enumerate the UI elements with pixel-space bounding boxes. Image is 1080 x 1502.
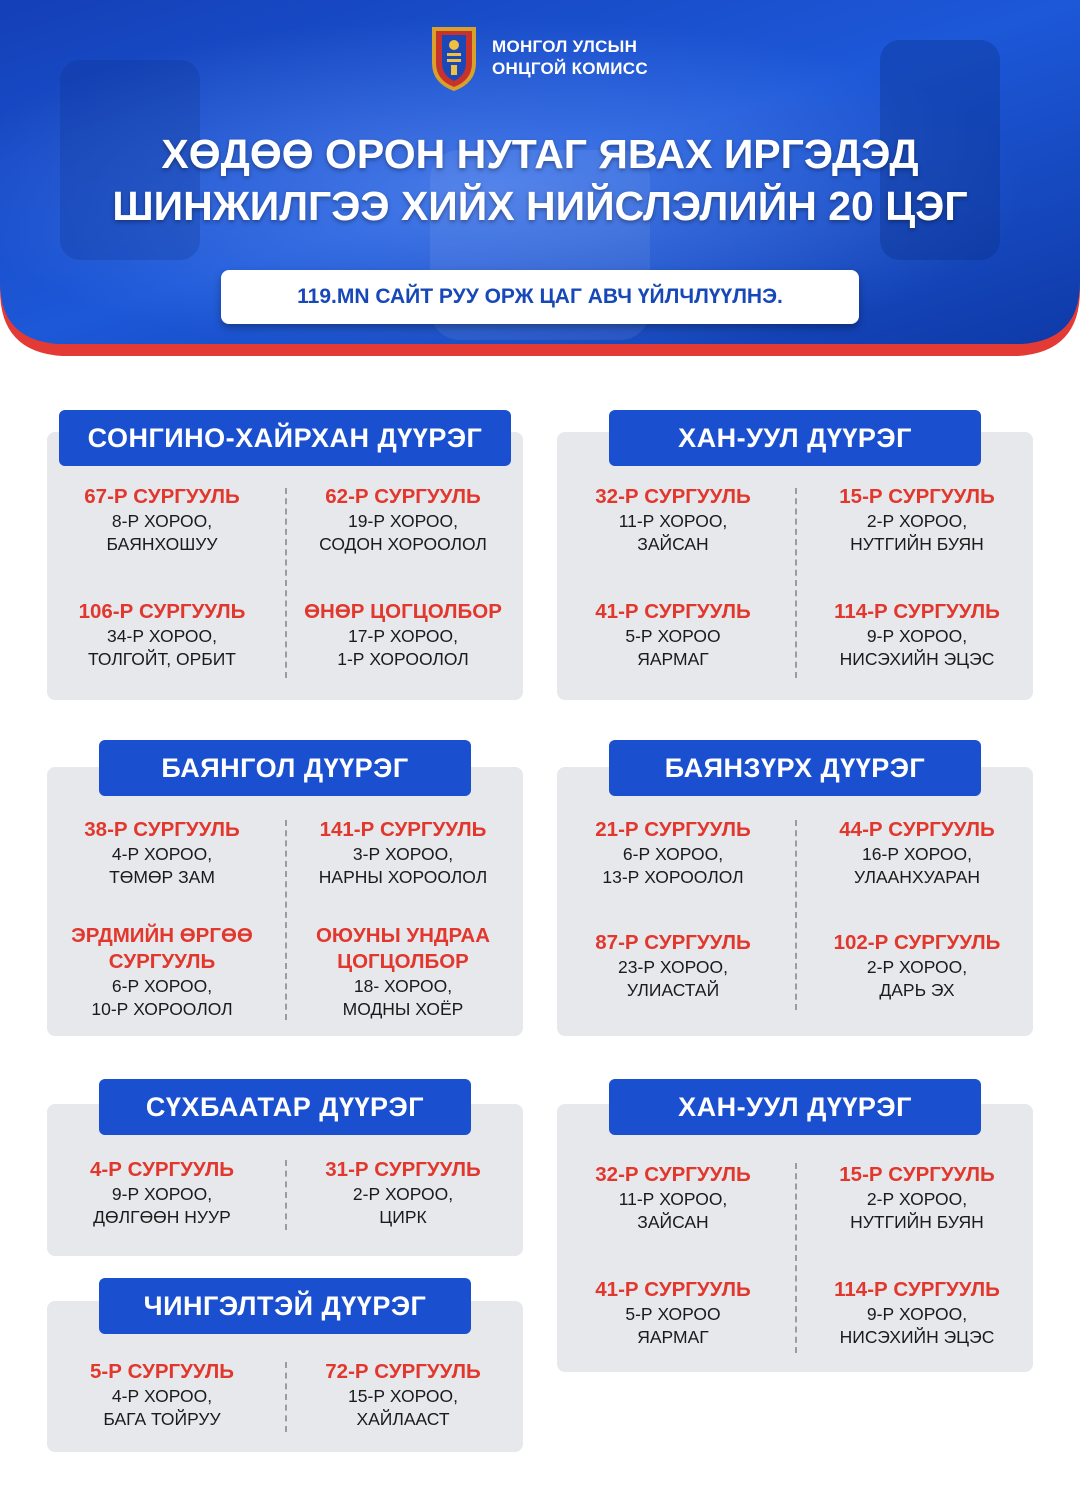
school-name: 38-Р СУРГУУЛЬ xyxy=(84,818,240,841)
school-name: 114-Р СУРГУУЛЬ xyxy=(834,1278,1000,1301)
site-entry xyxy=(554,1277,792,1349)
site-address-line2: УЛИАСТАЙ xyxy=(626,980,720,1000)
site-address-line1: 11-Р ХОРОО, xyxy=(618,511,728,531)
soyombo-emblem-icon xyxy=(428,23,480,93)
site-entry xyxy=(798,930,1036,1002)
title-line1: ХӨДӨӨ ОРОН НУТАГ ЯВАХ ИРГЭДЭД xyxy=(161,131,919,177)
site-address-line1: 15-Р ХОРОО, xyxy=(348,1386,458,1406)
district-title: СОНГИНО-ХАЙРХАН ДҮҮРЭГ xyxy=(59,410,511,466)
site-entry xyxy=(284,1157,522,1229)
school-name: 4-Р СУРГУУЛЬ xyxy=(89,1158,235,1181)
org-logo xyxy=(428,22,648,94)
district-title: ХАН-УУЛ ДҮҮРЭГ xyxy=(609,1079,981,1135)
site-entry xyxy=(284,484,522,556)
school-name: 15-Р СУРГУУЛЬ xyxy=(839,1163,995,1186)
school-name: 87-Р СУРГУУЛЬ xyxy=(595,931,751,954)
header-banner xyxy=(0,0,1080,370)
site-address-line1: 2-Р ХОРОО, xyxy=(866,511,968,531)
school-name-line2: СУРГУУЛЬ xyxy=(108,950,216,973)
site-address-line2: СОДОН ХОРООЛОЛ xyxy=(319,534,487,554)
site-entry xyxy=(43,1157,281,1229)
site-address-line1: 19-Р ХОРОО, xyxy=(348,511,458,531)
site-entry xyxy=(798,1277,1036,1349)
site-entry xyxy=(284,817,522,889)
school-name: ЭРДМИЙН ӨРГӨӨ xyxy=(71,924,253,947)
site-entry xyxy=(43,923,281,1021)
site-address-line2: НУТГИЙН БУЯН xyxy=(850,1212,984,1232)
school-name: 106-Р СУРГУУЛЬ xyxy=(78,600,246,623)
site-entry xyxy=(284,1359,522,1431)
site-address-line1: 2-Р ХОРОО, xyxy=(352,1184,454,1204)
site-address-line2: ЦИРК xyxy=(379,1207,427,1227)
site-address-line2: ТӨМӨР ЗАМ xyxy=(109,867,215,887)
column-divider xyxy=(795,488,797,678)
site-address-line2: ЯАРМАГ xyxy=(637,1327,709,1347)
school-name: 62-Р СУРГУУЛЬ xyxy=(325,485,481,508)
site-entry xyxy=(284,599,522,671)
school-name: 67-Р СУРГУУЛЬ xyxy=(84,485,240,508)
site-address-line1: 9-Р ХОРОО, xyxy=(111,1184,213,1204)
site-address-line2: НИСЭХИЙН ЭЦЭС xyxy=(839,1327,995,1347)
school-name-line2: ЦОГЦОЛБОР xyxy=(337,950,469,973)
site-address-line2: НИСЭХИЙН ЭЦЭС xyxy=(839,649,995,669)
site-entry xyxy=(554,930,792,1002)
school-name: 72-Р СУРГУУЛЬ xyxy=(325,1360,481,1383)
site-address-line2: ТОЛГОЙТ, ОРБИТ xyxy=(88,649,236,669)
org-name-line2: ОНЦГОЙ КОМИСС xyxy=(492,59,648,78)
school-name: 32-Р СУРГУУЛЬ xyxy=(595,485,751,508)
site-address-line1: 34-Р ХОРОО, xyxy=(107,626,217,646)
site-address-line2: НУТГИЙН БУЯН xyxy=(850,534,984,554)
site-entry xyxy=(284,923,522,1021)
site-address-line1: 23-Р ХОРОО, xyxy=(618,957,728,977)
school-name: 41-Р СУРГУУЛЬ xyxy=(595,600,751,623)
site-entry xyxy=(798,817,1036,889)
site-address-line1: 9-Р ХОРОО, xyxy=(866,1304,968,1324)
site-address-line2: ЗАЙСАН xyxy=(637,1212,709,1232)
district-title: СҮХБААТАР ДҮҮРЭГ xyxy=(99,1079,471,1135)
site-address-line2: ЯАРМАГ xyxy=(637,649,709,669)
school-name: ӨНӨР ЦОГЦОЛБОР xyxy=(304,600,502,623)
org-name-line1: МОНГОЛ УЛСЫН xyxy=(492,37,638,56)
district-title: БАЯНГОЛ ДҮҮРЭГ xyxy=(99,740,471,796)
school-name: 21-Р СУРГУУЛЬ xyxy=(595,818,751,841)
site-address-line1: 9-Р ХОРОО, xyxy=(866,626,968,646)
site-address-line2: УЛААНХУАРАН xyxy=(853,867,981,887)
site-address-line1: 5-Р ХОРОО xyxy=(625,1304,721,1324)
site-address-line1: 5-Р ХОРОО xyxy=(625,626,721,646)
site-address-line1: 2-Р ХОРОО, xyxy=(866,1189,968,1209)
title-line2: ШИНЖИЛГЭЭ ХИЙХ НИЙСЛЭЛИЙН 20 ЦЭГ xyxy=(112,183,968,229)
school-name: 5-Р СУРГУУЛЬ xyxy=(89,1360,235,1383)
site-address-line1: 17-Р ХОРОО, xyxy=(348,626,458,646)
site-entry xyxy=(43,817,281,889)
site-entry xyxy=(798,599,1036,671)
school-name: 41-Р СУРГУУЛЬ xyxy=(595,1278,751,1301)
site-address-line2: ДАРЬ ЭХ xyxy=(879,980,955,1000)
site-address-line2: ЗАЙСАН xyxy=(637,534,709,554)
site-address-line2: НАРНЫ ХОРООЛОЛ xyxy=(318,867,488,887)
site-address-line2: МОДНЫ ХОЁР xyxy=(342,999,464,1019)
site-address-line1: 8-Р ХОРОО, xyxy=(111,511,213,531)
school-name: 114-Р СУРГУУЛЬ xyxy=(834,600,1000,623)
site-entry xyxy=(554,484,792,556)
school-name: 31-Р СУРГУУЛЬ xyxy=(325,1158,481,1181)
site-address-line2: 1-Р ХОРООЛОЛ xyxy=(337,649,469,669)
site-entry xyxy=(554,599,792,671)
site-address-line1: 16-Р ХОРОО, xyxy=(862,844,972,864)
site-address-line2: БАГА ТОЙРУУ xyxy=(103,1409,221,1429)
school-name: 15-Р СУРГУУЛЬ xyxy=(839,485,995,508)
district-title: ЧИНГЭЛТЭЙ ДҮҮРЭГ xyxy=(99,1278,471,1334)
site-entry xyxy=(43,1359,281,1431)
school-name: 141-Р СУРГУУЛЬ xyxy=(319,818,487,841)
school-name: 102-Р СУРГУУЛЬ xyxy=(833,931,1001,954)
school-name: 44-Р СУРГУУЛЬ xyxy=(839,818,995,841)
site-entry xyxy=(798,1162,1036,1234)
site-entry xyxy=(554,817,792,889)
site-address-line2: 10-Р ХОРООЛОЛ xyxy=(91,999,233,1019)
column-divider xyxy=(795,820,797,1010)
site-address-line1: 18- ХОРОО, xyxy=(353,976,453,996)
site-address-line1: 4-Р ХОРОО, xyxy=(111,844,213,864)
site-entry xyxy=(798,484,1036,556)
site-address-line1: 4-Р ХОРОО, xyxy=(111,1386,213,1406)
site-address-line2: ДӨЛГӨӨН НУУР xyxy=(93,1207,231,1227)
site-entry xyxy=(554,1162,792,1234)
appointment-banner: 119.MN САЙТ РУУ ОРЖ ЦАГ АВЧ ҮЙЛЧЛҮҮЛНЭ. xyxy=(221,270,859,324)
site-address-line1: 3-Р ХОРОО, xyxy=(352,844,454,864)
district-title: БАЯНЗҮРХ ДҮҮРЭГ xyxy=(609,740,981,796)
site-address-line1: 2-Р ХОРОО, xyxy=(866,957,968,977)
page-title xyxy=(0,128,1080,232)
school-name: ОЮУНЫ УНДРАА xyxy=(315,924,491,947)
site-address-line1: 6-Р ХОРОО, xyxy=(111,976,213,996)
site-address-line2: ХАЙЛААСТ xyxy=(356,1409,450,1429)
site-address-line2: БАЯНХОШУУ xyxy=(106,534,218,554)
district-title: ХАН-УУЛ ДҮҮРЭГ xyxy=(609,410,981,466)
site-address-line1: 11-Р ХОРОО, xyxy=(618,1189,728,1209)
site-entry xyxy=(43,484,281,556)
site-address-line2: 13-Р ХОРООЛОЛ xyxy=(602,867,744,887)
column-divider xyxy=(795,1163,797,1353)
site-entry xyxy=(43,599,281,671)
school-name: 32-Р СУРГУУЛЬ xyxy=(595,1163,751,1186)
site-address-line1: 6-Р ХОРОО, xyxy=(622,844,724,864)
